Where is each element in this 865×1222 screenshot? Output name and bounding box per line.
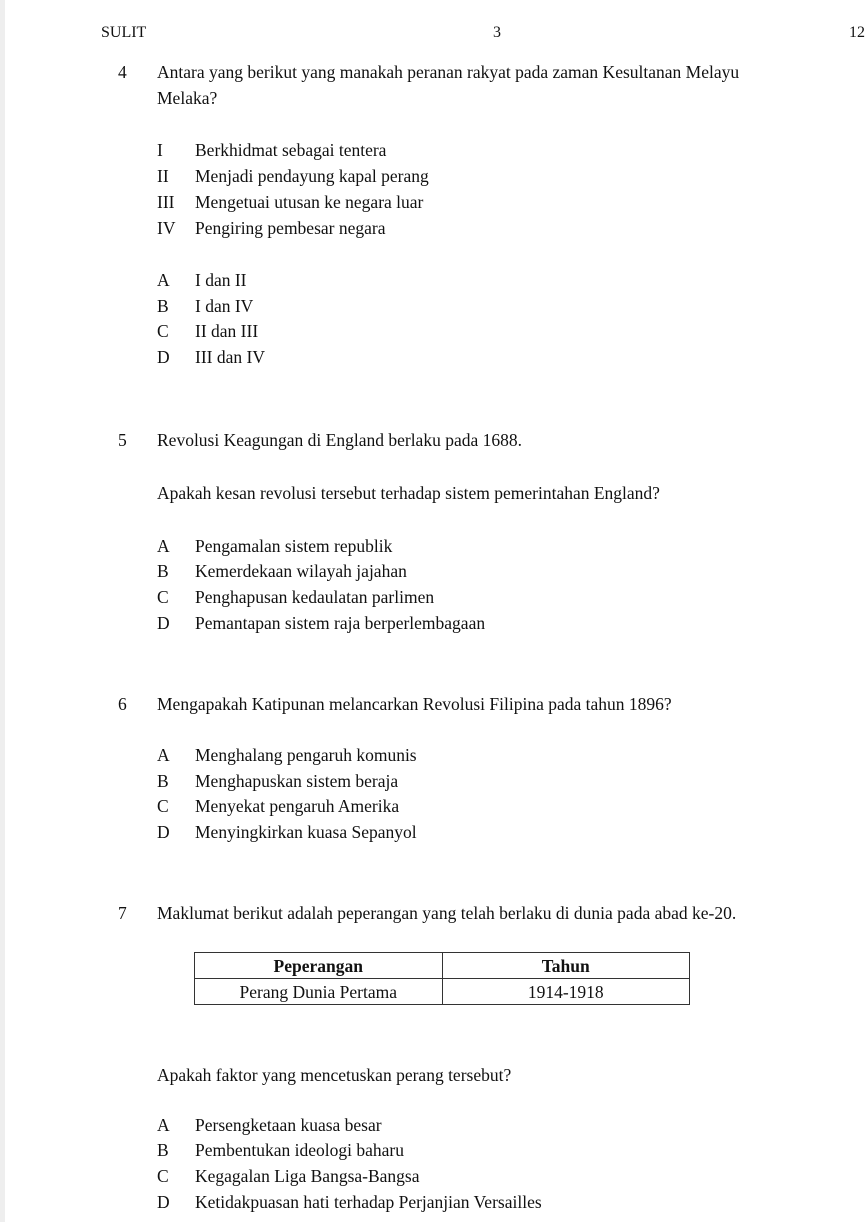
statement-label: IV xyxy=(157,218,176,238)
table-header: Tahun xyxy=(442,953,690,979)
header-code: 12 xyxy=(849,24,865,41)
option-label: C xyxy=(157,1166,169,1186)
option-label: A xyxy=(157,745,170,765)
option-label: D xyxy=(157,613,170,633)
option-label: B xyxy=(157,771,169,791)
option-text: Pemantapan sistem raja berperlembagaan xyxy=(195,613,486,633)
header-sulit: SULIT xyxy=(101,24,147,41)
option-label: A xyxy=(157,270,170,290)
table-header: Peperangan xyxy=(195,953,443,979)
option-text: Ketidakpuasan hati terhadap Perjanjian Versailles xyxy=(195,1192,542,1212)
option-label: A xyxy=(157,1115,170,1135)
option-label: B xyxy=(157,296,169,316)
option-text: I dan IV xyxy=(195,296,254,316)
option-text: Menghapuskan sistem beraja xyxy=(195,771,399,791)
option-text: Menghalang pengaruh komunis xyxy=(195,745,417,765)
option-label: D xyxy=(157,347,170,367)
table-cell: Perang Dunia Pertama xyxy=(195,979,443,1005)
question-stem: Melaka? xyxy=(157,88,218,108)
question-number: 4 xyxy=(118,62,127,82)
option-text: III dan IV xyxy=(195,347,265,367)
question-text: Apakah kesan revolusi tersebut terhadap sistem pemerintahan England? xyxy=(157,483,660,503)
table-header-row xyxy=(195,953,690,979)
info-table xyxy=(194,952,690,1005)
option-label: A xyxy=(157,536,170,556)
option-text: Kegagalan Liga Bangsa-Bangsa xyxy=(195,1166,420,1186)
option-text: Kemerdekaan wilayah jajahan xyxy=(195,561,407,581)
option-label: B xyxy=(157,1140,169,1160)
option-label: C xyxy=(157,587,169,607)
question-number: 7 xyxy=(118,903,127,923)
page-number: 3 xyxy=(493,24,501,41)
statement-label: I xyxy=(157,140,163,160)
option-text: Menyingkirkan kuasa Sepanyol xyxy=(195,822,417,842)
statement-text: Menjadi pendayung kapal perang xyxy=(195,166,429,186)
option-label: D xyxy=(157,822,170,842)
question-stem: Mengapakah Katipunan melancarkan Revolusi Filipina pada tahun 1896? xyxy=(157,694,672,714)
page-margin xyxy=(0,0,5,1222)
statement-text: Pengiring pembesar negara xyxy=(195,218,386,238)
option-label: C xyxy=(157,796,169,816)
table-cell: 1914-1918 xyxy=(442,979,690,1005)
question-number: 6 xyxy=(118,694,127,714)
statement-text: Mengetuai utusan ke negara luar xyxy=(195,192,424,212)
question-stem: Antara yang berikut yang manakah peranan rakyat pada zaman Kesultanan Melayu xyxy=(157,62,740,82)
statement-label: II xyxy=(157,166,169,186)
option-label: D xyxy=(157,1192,170,1212)
table-row xyxy=(195,979,690,1005)
question-text: Apakah faktor yang mencetuskan perang tersebut? xyxy=(157,1065,512,1085)
option-label: C xyxy=(157,321,169,341)
option-label: B xyxy=(157,561,169,581)
question-stem: Revolusi Keagungan di England berlaku pada 1688. xyxy=(157,430,522,450)
question-stem: Maklumat berikut adalah peperangan yang telah berlaku di dunia pada abad ke-20. xyxy=(157,903,737,923)
option-text: Persengketaan kuasa besar xyxy=(195,1115,382,1135)
option-text: Penghapusan kedaulatan parlimen xyxy=(195,587,435,607)
option-text: Menyekat pengaruh Amerika xyxy=(195,796,400,816)
statement-label: III xyxy=(157,192,175,212)
option-text: Pembentukan ideologi baharu xyxy=(195,1140,404,1160)
option-text: Pengamalan sistem republik xyxy=(195,536,393,556)
statement-text: Berkhidmat sebagai tentera xyxy=(195,140,387,160)
option-text: I dan II xyxy=(195,270,247,290)
option-text: II dan III xyxy=(195,321,259,341)
question-number: 5 xyxy=(118,430,127,450)
